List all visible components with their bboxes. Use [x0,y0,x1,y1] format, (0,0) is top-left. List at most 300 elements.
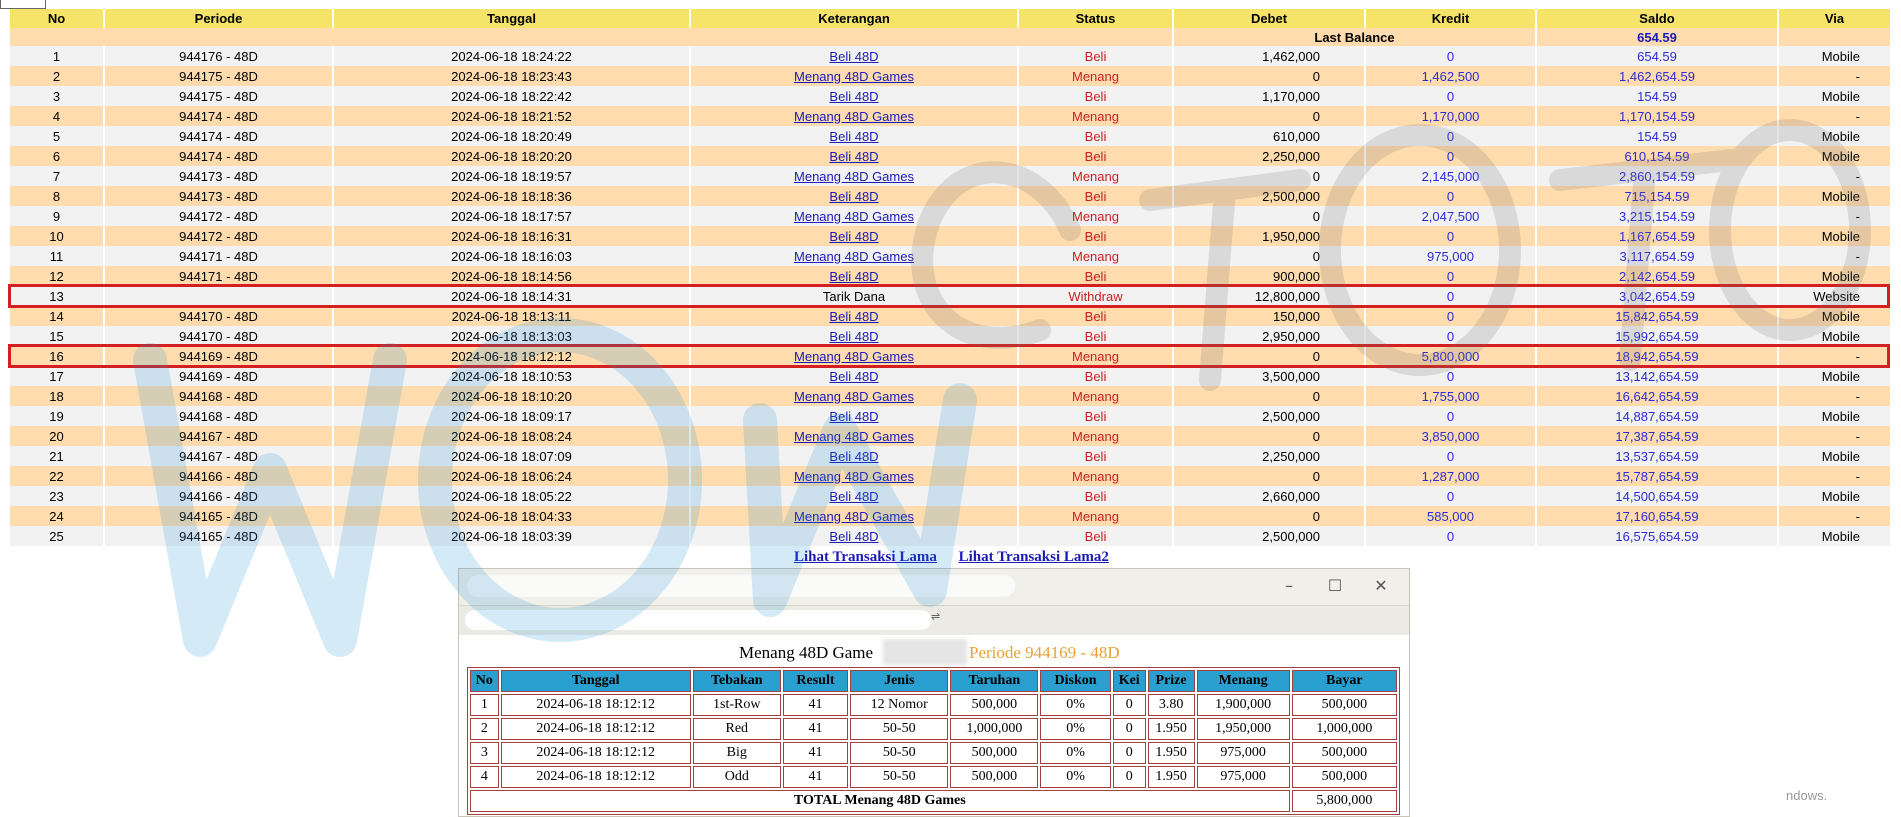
transaction-detail-link[interactable]: Beli 48D [829,48,879,64]
bet-col-header: Kei [1113,670,1146,692]
cell-periode: 944169 - 48D [104,366,333,386]
cell-debet: 0 [1173,206,1365,226]
cell-keterangan [690,386,1018,406]
cell-kredit: 3,850,000 [1365,426,1536,446]
transaction-detail-link[interactable]: Beli 48D [829,188,879,204]
cell-saldo: 15,787,654.59 [1536,466,1778,486]
cell-status: Beli [1018,306,1173,326]
cell-via: Mobile [1778,366,1891,386]
table-row [10,146,1891,166]
bet-cell: 975,000 [1197,766,1290,788]
cell-keterangan [690,106,1018,126]
cell-periode: 944174 - 48D [104,106,333,126]
cell-tanggal: 2024-06-18 18:13:11 [333,306,690,326]
bet-row [470,718,1397,740]
cell-periode: 944170 - 48D [104,306,333,326]
transaction-detail-link[interactable]: Menang 48D Games [794,428,914,444]
bet-cell: 500,000 [950,742,1038,764]
cell-tanggal: 2024-06-18 18:14:31 [333,286,690,306]
old-transaction-links [794,549,1127,566]
bet-cell: 1,000,000 [950,718,1038,740]
bet-cell: 500,000 [1292,694,1397,716]
transaction-detail-link[interactable]: Beli 48D [829,228,879,244]
cell-periode: 944174 - 48D [104,126,333,146]
cell-keterangan [690,446,1018,466]
cell-tanggal: 2024-06-18 18:24:22 [333,46,690,66]
cell-tanggal: 2024-06-18 18:09:17 [333,406,690,426]
cell-keterangan [690,326,1018,346]
transaction-detail-link[interactable]: Menang 48D Games [794,108,914,124]
bet-cell: 1 [470,694,499,716]
table-row [10,106,1891,126]
bet-cell: 50-50 [850,766,948,788]
cell-keterangan [690,426,1018,446]
bet-total-row [470,790,1397,812]
window-content [459,635,1409,817]
col-header-keterangan: Keterangan [690,9,1018,28]
transaction-table [10,9,1892,546]
bet-col-header: Menang [1197,670,1290,692]
cell-no: 4 [10,106,104,126]
cell-tanggal: 2024-06-18 18:06:24 [333,466,690,486]
bet-row [470,694,1397,716]
cell-saldo: 15,842,654.59 [1536,306,1778,326]
cell-keterangan [690,226,1018,246]
bet-cell: 1,000,000 [1292,718,1397,740]
bet-cell: 3.80 [1148,694,1195,716]
bet-cell: 4 [470,766,499,788]
cell-via: Mobile [1778,326,1891,346]
transaction-detail-link[interactable]: Menang 48D Games [794,348,914,364]
cell-via: Mobile [1778,146,1891,166]
bet-col-header: Bayar [1292,670,1397,692]
bet-cell: Big [693,742,781,764]
cell-status: Beli [1018,526,1173,546]
table-row [10,266,1891,286]
window-title-blurred [467,575,1015,597]
cell-no: 15 [10,326,104,346]
cell-periode: 944166 - 48D [104,486,333,506]
table-row [10,486,1891,506]
cell-debet: 12,800,000 [1173,286,1365,306]
cell-periode: 944171 - 48D [104,246,333,266]
cell-no: 16 [10,346,104,366]
cell-keterangan [690,346,1018,366]
bet-cell: 1.950 [1148,742,1195,764]
popup-title-blurred [883,639,967,665]
cell-via: - [1778,106,1891,126]
cell-debet: 900,000 [1173,266,1365,286]
cell-kredit: 0 [1365,306,1536,326]
bet-cell: 0% [1040,718,1111,740]
cell-saldo: 3,042,654.59 [1536,286,1778,306]
cell-status: Menang [1018,346,1173,366]
cell-kredit: 2,047,500 [1365,206,1536,226]
cell-kredit: 1,462,500 [1365,66,1536,86]
bet-cell: Red [693,718,781,740]
address-field-blurred[interactable] [465,610,931,630]
last-balance-label: Last Balance [1173,28,1536,46]
bet-cell: 41 [783,718,848,740]
transaction-detail-link[interactable]: Menang 48D Games [794,508,914,524]
cell-keterangan [690,86,1018,106]
cell-status: Beli [1018,486,1173,506]
transaction-detail-link[interactable]: Beli 48D [829,448,879,464]
cell-kredit: 2,145,000 [1365,166,1536,186]
transaction-detail-link[interactable]: Beli 48D [829,268,879,284]
transaction-detail-link[interactable]: Beli 48D [829,408,879,424]
cell-debet: 2,250,000 [1173,146,1365,166]
windows-activation-watermark: ndows. [1786,788,1828,803]
table-header-row [10,9,1891,28]
cell-status: Menang [1018,66,1173,86]
cell-kredit: 0 [1365,406,1536,426]
last-balance-via [1778,28,1891,46]
cell-kredit: 1,287,000 [1365,466,1536,486]
cell-via: Mobile [1778,446,1891,466]
bet-cell: 2024-06-18 18:12:12 [501,742,691,764]
cell-via: - [1778,506,1891,526]
cell-kredit: 0 [1365,46,1536,66]
cell-keterangan: Tarik Dana [690,286,1018,306]
cell-saldo: 3,215,154.59 [1536,206,1778,226]
cell-kredit: 585,000 [1365,506,1536,526]
cell-kredit: 0 [1365,266,1536,286]
cell-kredit: 0 [1365,86,1536,106]
table-row [10,66,1891,86]
cell-debet: 1,462,000 [1173,46,1365,66]
transaction-detail-link[interactable]: Beli 48D [829,368,879,384]
bet-cell: 2024-06-18 18:12:12 [501,766,691,788]
cell-status: Beli [1018,406,1173,426]
table-row [10,306,1891,326]
bet-cell: 41 [783,766,848,788]
col-header-kredit: Kredit [1365,9,1536,28]
cell-via: - [1778,346,1891,366]
col-header-debet: Debet [1173,9,1365,28]
cell-debet: 0 [1173,246,1365,266]
bet-cell: 0 [1113,718,1146,740]
bet-cell: 12 Nomor [850,694,948,716]
transaction-detail-link[interactable]: Menang 48D Games [794,168,914,184]
cell-saldo: 154.59 [1536,126,1778,146]
cell-via: - [1778,246,1891,266]
cell-kredit: 0 [1365,286,1536,306]
cell-kredit: 0 [1365,186,1536,206]
cell-saldo: 2,860,154.59 [1536,166,1778,186]
bet-cell: 1,950,000 [1197,718,1290,740]
cell-tanggal: 2024-06-18 18:23:43 [333,66,690,86]
cell-status: Beli [1018,366,1173,386]
col-header-tanggal: Tanggal [333,9,690,28]
cell-saldo: 15,992,654.59 [1536,326,1778,346]
bet-cell: 0% [1040,742,1111,764]
bet-cell: 1,900,000 [1197,694,1290,716]
col-header-status: Status [1018,9,1173,28]
cell-periode: 944175 - 48D [104,66,333,86]
cell-status: Menang [1018,246,1173,266]
cell-kredit: 1,755,000 [1365,386,1536,406]
cell-saldo: 154.59 [1536,86,1778,106]
bet-row [470,766,1397,788]
bet-cell: 3 [470,742,499,764]
cell-saldo: 14,887,654.59 [1536,406,1778,426]
cell-saldo: 1,167,654.59 [1536,226,1778,246]
table-row [10,126,1891,146]
cell-tanggal: 2024-06-18 18:08:24 [333,426,690,446]
bet-cell: 500,000 [950,766,1038,788]
cell-status: Beli [1018,126,1173,146]
cell-tanggal: 2024-06-18 18:16:31 [333,226,690,246]
transaction-detail-link[interactable]: Menang 48D Games [794,248,914,264]
cell-keterangan [690,206,1018,226]
last-balance-value: 654.59 [1536,28,1778,46]
bet-cell: 41 [783,694,848,716]
cell-no: 13 [10,286,104,306]
cell-debet: 0 [1173,106,1365,126]
cell-status: Menang [1018,426,1173,446]
cell-periode: 944165 - 48D [104,506,333,526]
cell-periode: 944165 - 48D [104,526,333,546]
cell-debet: 2,250,000 [1173,446,1365,466]
cell-periode: 944172 - 48D [104,226,333,246]
table-row [10,86,1891,106]
cell-debet: 0 [1173,66,1365,86]
bet-cell: 1.950 [1148,718,1195,740]
cell-keterangan [690,406,1018,426]
cell-keterangan [690,186,1018,206]
cell-saldo: 654.59 [1536,46,1778,66]
cell-periode: 944168 - 48D [104,386,333,406]
transaction-detail-link[interactable]: Menang 48D Games [794,388,914,404]
table-row [10,406,1891,426]
cell-no: 3 [10,86,104,106]
bet-cell: 2024-06-18 18:12:12 [501,694,691,716]
transaction-detail-link[interactable]: Beli 48D [829,148,879,164]
cell-periode: 944166 - 48D [104,466,333,486]
cell-no: 24 [10,506,104,526]
bet-cell: 0% [1040,766,1111,788]
cell-saldo: 13,537,654.59 [1536,446,1778,466]
cell-status: Menang [1018,506,1173,526]
cell-keterangan [690,486,1018,506]
cell-kredit: 5,800,000 [1365,346,1536,366]
bet-col-header: Tanggal [501,670,691,692]
bet-cell: 0 [1113,766,1146,788]
cell-status: Menang [1018,166,1173,186]
cell-status: Menang [1018,386,1173,406]
cell-via: Mobile [1778,86,1891,106]
cell-periode: 944171 - 48D [104,266,333,286]
cell-no: 8 [10,186,104,206]
cell-no: 6 [10,146,104,166]
cell-periode: 944167 - 48D [104,446,333,466]
old-transactions-link[interactable]: Lihat Transaksi Lama [794,549,937,565]
address-bar [459,605,1409,637]
bet-cell: 500,000 [950,694,1038,716]
bet-col-header: No [470,670,499,692]
cell-debet: 2,950,000 [1173,326,1365,346]
cell-no: 7 [10,166,104,186]
window-titlebar[interactable] [459,569,1409,605]
cell-saldo: 14,500,654.59 [1536,486,1778,506]
cell-kredit: 0 [1365,446,1536,466]
cell-status: Beli [1018,226,1173,246]
last-balance-spacer [10,28,1173,46]
cell-status: Withdraw [1018,286,1173,306]
cell-debet: 2,500,000 [1173,406,1365,426]
cell-tanggal: 2024-06-18 18:22:42 [333,86,690,106]
minimize-icon[interactable]: – [1285,576,1293,595]
table-row [10,426,1891,446]
cell-via: - [1778,426,1891,446]
cell-via: Mobile [1778,306,1891,326]
table-row [10,186,1891,206]
bet-total-label: TOTAL Menang 48D Games [470,790,1290,812]
cell-saldo: 1,462,654.59 [1536,66,1778,86]
bet-cell: 975,000 [1197,742,1290,764]
transaction-detail-link[interactable]: Beli 48D [829,328,879,344]
cell-periode: 944176 - 48D [104,46,333,66]
bet-col-header: Prize [1148,670,1195,692]
table-row [10,286,1891,306]
cell-debet: 0 [1173,166,1365,186]
transaction-detail-link[interactable]: Beli 48D [829,308,879,324]
maximize-icon[interactable]: ☐ [1327,576,1343,595]
table-row [10,226,1891,246]
transaction-detail-link[interactable]: Menang 48D Games [794,68,914,84]
cell-periode: 944173 - 48D [104,166,333,186]
table-row [10,526,1891,546]
cell-tanggal: 2024-06-18 18:03:39 [333,526,690,546]
cell-status: Beli [1018,446,1173,466]
table-row [10,206,1891,226]
cell-keterangan [690,126,1018,146]
cell-status: Beli [1018,186,1173,206]
cell-periode: 944172 - 48D [104,206,333,226]
cell-tanggal: 2024-06-18 18:14:56 [333,266,690,286]
bet-cell: 1st-Row [693,694,781,716]
cell-no: 20 [10,426,104,446]
transaction-detail-link[interactable]: Beli 48D [829,128,879,144]
cell-via: Mobile [1778,266,1891,286]
popup-title-periode: Periode 944169 - 48D [969,643,1120,662]
cell-via: Mobile [1778,46,1891,66]
bet-cell: 2024-06-18 18:12:12 [501,718,691,740]
cell-saldo: 17,387,654.59 [1536,426,1778,446]
transaction-detail-link[interactable]: Menang 48D Games [794,208,914,224]
cell-periode: 944167 - 48D [104,426,333,446]
transaction-detail-link[interactable]: Menang 48D Games [794,468,914,484]
corner-box [0,0,46,9]
cell-debet: 1,950,000 [1173,226,1365,246]
last-balance-row [10,28,1891,46]
cell-periode [104,286,333,306]
bet-col-header: Jenis [850,670,948,692]
cell-no: 10 [10,226,104,246]
cell-debet: 0 [1173,386,1365,406]
cell-no: 25 [10,526,104,546]
cell-tanggal: 2024-06-18 18:07:09 [333,446,690,466]
cell-no: 12 [10,266,104,286]
cell-tanggal: 2024-06-18 18:12:12 [333,346,690,366]
table-row [10,366,1891,386]
cell-keterangan [690,166,1018,186]
close-icon[interactable]: ✕ [1374,576,1388,595]
transaction-detail-link[interactable]: Beli 48D [829,488,879,504]
cell-debet: 1,170,000 [1173,86,1365,106]
bet-detail-table [467,667,1400,815]
bet-total-value: 5,800,000 [1292,790,1397,812]
cell-periode: 944169 - 48D [104,346,333,366]
cell-saldo: 13,142,654.59 [1536,366,1778,386]
cell-tanggal: 2024-06-18 18:20:20 [333,146,690,166]
cell-tanggal: 2024-06-18 18:21:52 [333,106,690,126]
cell-saldo: 2,142,654.59 [1536,266,1778,286]
cell-via: - [1778,466,1891,486]
cell-tanggal: 2024-06-18 18:16:03 [333,246,690,266]
old-transactions-link-2[interactable]: Lihat Transaksi Lama2 [958,549,1109,565]
cell-keterangan [690,146,1018,166]
col-header-no: No [10,9,104,28]
cell-kredit: 0 [1365,526,1536,546]
cell-tanggal: 2024-06-18 18:20:49 [333,126,690,146]
cell-no: 23 [10,486,104,506]
cell-tanggal: 2024-06-18 18:18:36 [333,186,690,206]
bet-cell: 500,000 [1292,742,1397,764]
cell-kredit: 1,170,000 [1365,106,1536,126]
cell-status: Beli [1018,46,1173,66]
bet-col-header: Taruhan [950,670,1038,692]
transaction-detail-link[interactable]: Beli 48D [829,88,879,104]
bet-detail-window [458,568,1410,817]
page-settings-icon[interactable]: ⇌ [931,611,941,623]
cell-no: 2 [10,66,104,86]
col-header-periode: Periode [104,9,333,28]
bet-cell: 2 [470,718,499,740]
cell-periode: 944170 - 48D [104,326,333,346]
cell-status: Beli [1018,326,1173,346]
cell-periode: 944175 - 48D [104,86,333,106]
cell-keterangan [690,506,1018,526]
cell-saldo: 1,170,154.59 [1536,106,1778,126]
cell-no: 5 [10,126,104,146]
cell-no: 11 [10,246,104,266]
table-row [10,506,1891,526]
table-row [10,166,1891,186]
bet-cell: 50-50 [850,718,948,740]
bet-cell: 0% [1040,694,1111,716]
cell-no: 17 [10,366,104,386]
cell-tanggal: 2024-06-18 18:10:53 [333,366,690,386]
cell-saldo: 610,154.59 [1536,146,1778,166]
transaction-detail-link[interactable]: Beli 48D [829,528,879,544]
cell-debet: 2,500,000 [1173,186,1365,206]
cell-keterangan [690,526,1018,546]
cell-via: Mobile [1778,486,1891,506]
cell-saldo: 18,942,654.59 [1536,346,1778,366]
cell-status: Menang [1018,206,1173,226]
cell-kredit: 0 [1365,326,1536,346]
cell-debet: 610,000 [1173,126,1365,146]
cell-kredit: 0 [1365,146,1536,166]
cell-debet: 0 [1173,466,1365,486]
cell-status: Beli [1018,266,1173,286]
cell-via: Mobile [1778,406,1891,426]
cell-keterangan [690,246,1018,266]
cell-no: 9 [10,206,104,226]
table-row [10,326,1891,346]
